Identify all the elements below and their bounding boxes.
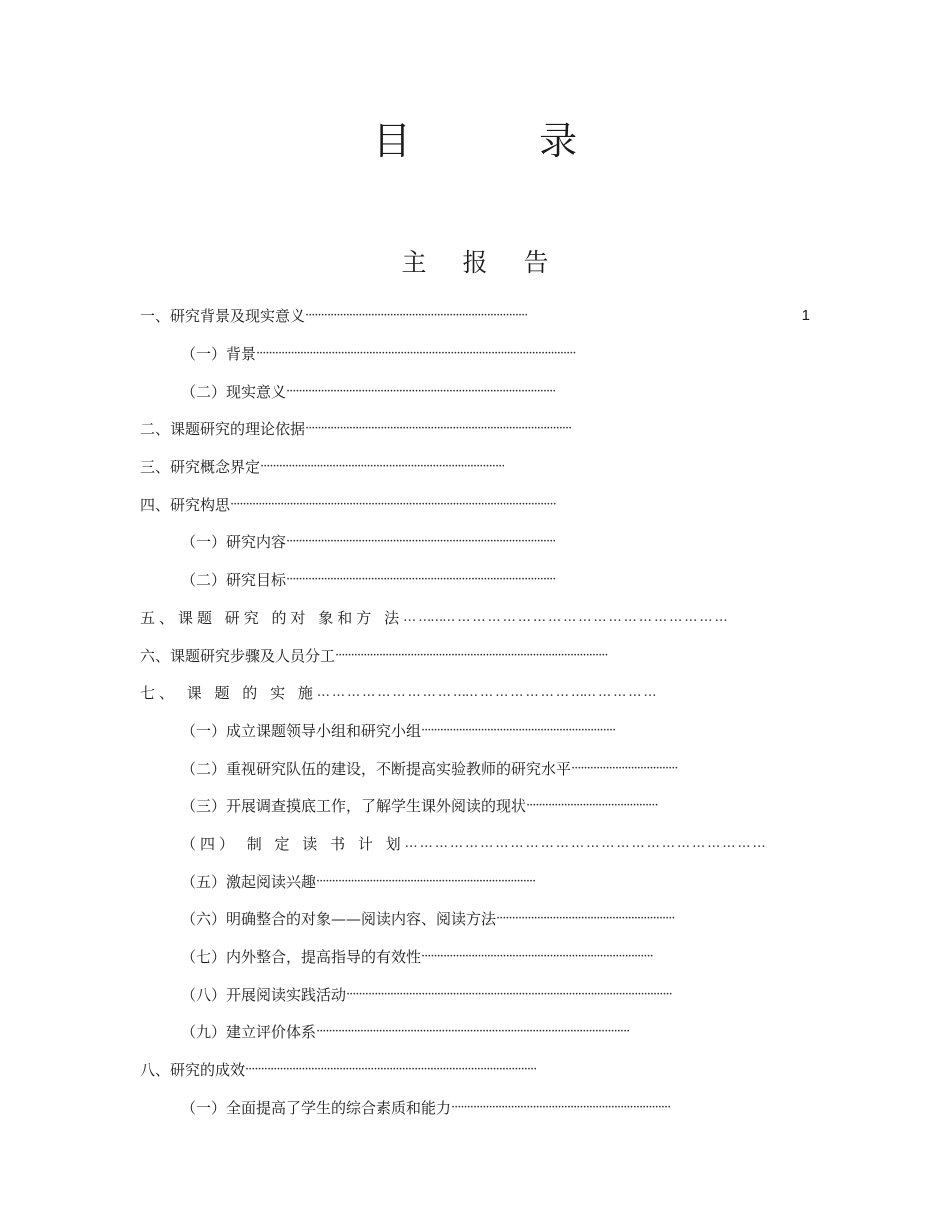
toc-entry-label: （八）开展阅读实践活动 xyxy=(181,985,347,1004)
toc-entry[interactable] xyxy=(0,372,950,410)
toc-entry-label: （一）成立课题领导小组和研究小组 xyxy=(181,721,422,740)
toc-entry-leader: ·········································································· xyxy=(421,949,653,965)
toc-entry-leader: ······················································································ xyxy=(286,383,556,399)
toc-entry[interactable] xyxy=(0,862,950,900)
toc-entry-leader: ······················································································· xyxy=(335,647,608,663)
toc-entry-leader: ······························································ xyxy=(421,722,616,738)
toc-entry-leader: ······································································· xyxy=(305,308,528,324)
toc-entry[interactable] xyxy=(0,900,950,938)
page-title xyxy=(0,118,950,164)
toc-entry-label: 六、课题研究步骤及人员分工 xyxy=(140,646,336,665)
toc-entry-leader: ····························································································· xyxy=(245,1062,537,1078)
toc-entry-leader: ········································································································ xyxy=(230,496,556,512)
toc-entry-label: 七、 课 题 的 实 施 xyxy=(140,684,317,703)
section-heading-char-1: 主 xyxy=(401,248,427,277)
toc-entry-label: （六）明确整合的对象——阅读内容、阅读方法 xyxy=(181,910,497,929)
toc-entry-leader: … … … … … … … … … … … … … … … … … … … … … … … … xyxy=(404,835,765,851)
title-char-2: 录 xyxy=(539,119,578,163)
toc-entry[interactable] xyxy=(0,335,950,373)
toc-entry-label: （三）开展调查摸底工作，了解学生课外阅读的现状 xyxy=(181,797,527,816)
toc-entry-page-number: 1 xyxy=(801,307,810,325)
toc-entry[interactable] xyxy=(0,636,950,674)
toc-entry-label: （一）背景 xyxy=(181,345,257,364)
toc-entry-leader: ······················································································ xyxy=(286,534,556,550)
toc-entry-label: （二）研究目标 xyxy=(181,571,287,590)
toc-entry-leader: ······································································ xyxy=(451,1099,671,1115)
toc-entry[interactable] xyxy=(0,749,950,787)
toc-entry[interactable] xyxy=(0,787,950,825)
toc-entry-label: 五、课题 研究 的对 象和方 法 xyxy=(140,608,404,627)
toc-entry-label: （九）建立评价体系 xyxy=(181,1023,317,1042)
toc-entry-leader: ······································································ xyxy=(316,873,536,889)
toc-entry[interactable] xyxy=(0,712,950,750)
toc-entry[interactable] xyxy=(0,561,950,599)
toc-entry-leader: ························································· xyxy=(496,911,675,927)
toc-entry-leader: … ……… … … … … … … … … … … … … … … … … … … xyxy=(403,609,727,625)
toc-entry-label: 二、课题研究的理论依据 xyxy=(140,420,306,439)
table-of-contents xyxy=(0,297,950,1126)
toc-entry[interactable] xyxy=(0,1013,950,1051)
toc-entry-label: （一）研究内容 xyxy=(181,533,287,552)
toc-entry[interactable] xyxy=(0,297,950,335)
toc-entry-label: 三、研究概念界定 xyxy=(140,458,261,477)
toc-entry-leader: ·············································································· xyxy=(260,459,505,475)
section-heading-char-2: 报 xyxy=(462,248,488,277)
toc-entry-label: 八、研究的成效 xyxy=(140,1061,246,1080)
toc-entry-leader: ········································································································ xyxy=(346,986,672,1002)
toc-entry-leader: ······································································································ xyxy=(256,346,576,362)
toc-entry-leader: ···································································································· xyxy=(316,1024,630,1040)
toc-entry[interactable] xyxy=(0,523,950,561)
toc-entry[interactable] xyxy=(0,1051,950,1089)
section-heading xyxy=(0,246,950,280)
toc-entry-label: （二）现实意义 xyxy=(181,382,287,401)
section-heading-char-3: 告 xyxy=(523,248,549,277)
toc-entry-leader: ·································· xyxy=(571,760,678,776)
toc-entry-label: （一）全面提高了学生的综合素质和能力 xyxy=(181,1098,452,1117)
toc-entry-leader: ·········································· xyxy=(526,798,658,814)
toc-entry-leader: ····················································································· xyxy=(305,421,572,437)
toc-entry[interactable] xyxy=(0,410,950,448)
toc-entry[interactable] xyxy=(0,674,950,712)
toc-entry[interactable] xyxy=(0,1088,950,1126)
toc-entry[interactable] xyxy=(0,599,950,637)
toc-entry-label: （五）激起阅读兴趣 xyxy=(181,872,317,891)
toc-entry[interactable] xyxy=(0,938,950,976)
toc-entry[interactable] xyxy=(0,975,950,1013)
toc-entry-label: （七）内外整合，提高指导的有效性 xyxy=(181,948,422,967)
toc-entry-leader: … … … … … … … … … …… … … … … … … …… … … … … xyxy=(316,685,656,701)
toc-entry[interactable] xyxy=(0,448,950,486)
toc-entry-label: （四） 制 定 读 书 计 划 xyxy=(181,834,405,853)
toc-entry-label: 一、研究背景及现实意义 xyxy=(140,307,306,326)
toc-entry[interactable] xyxy=(0,485,950,523)
toc-entry-label: （二）重视研究队伍的建设，不断提高实验教师的研究水平 xyxy=(181,759,572,778)
title-char-1: 目 xyxy=(372,119,411,163)
toc-entry-leader: ······················································································ xyxy=(286,572,556,588)
toc-entry[interactable] xyxy=(0,825,950,863)
toc-entry-label: 四、研究构思 xyxy=(140,495,231,514)
